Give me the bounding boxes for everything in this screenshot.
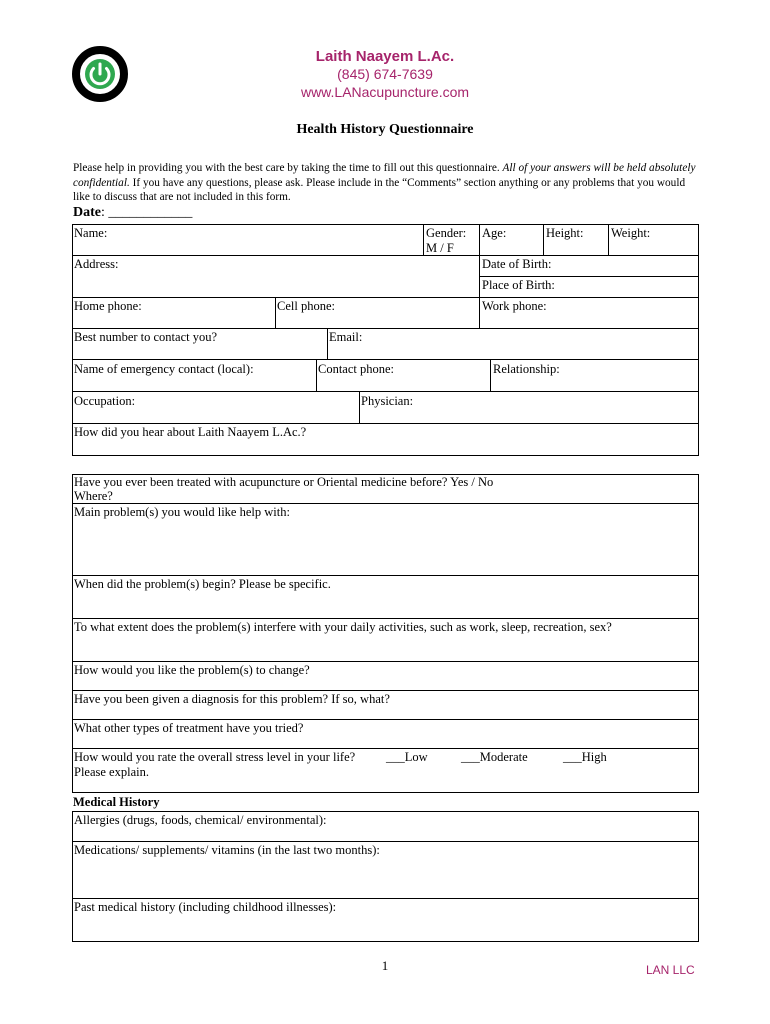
treated-before-label: Have you ever been treated with acupuncture or Oriental medicine before? Yes / No (74, 475, 494, 489)
name-label: Name: (74, 226, 108, 240)
other-treatment-label: What other types of treatment have you tried? (74, 721, 304, 735)
practitioner-name: Laith Naayem L.Ac. (315, 48, 455, 65)
diagnosis-label: Have you been given a diagnosis for this problem? If so, what? (74, 692, 390, 706)
dob-label: Date of Birth: (482, 257, 552, 271)
intro-part2: If you have any questions, please ask. Please include in the “Comments” section anything or any problems that you would like to discuss that are not included in this form. (73, 176, 686, 203)
intro-part1: Please help in providing you with the best care by taking the time to fill out this questionnaire. (73, 162, 503, 174)
please-explain-label: Please explain. (74, 765, 149, 779)
occupation-label: Occupation: (74, 394, 136, 408)
best-number-label: Best number to contact you? (74, 330, 218, 344)
allergies-label: Allergies (drugs, foods, chemical/ environmental): (74, 813, 327, 827)
email-label: Email: (329, 330, 363, 344)
medications-label: Medications/ supplements/ vitamins (in the last two months): (74, 843, 380, 857)
problem-begin-label: When did the problem(s) begin? Please be specific. (74, 577, 331, 591)
stress-moderate-option[interactable]: ___Moderate (461, 750, 528, 764)
pob-label: Place of Birth: (482, 278, 555, 292)
change-label: How would you like the problem(s) to change? (74, 663, 310, 677)
date-blank[interactable]: : ____________ (101, 205, 193, 220)
stress-low-option[interactable]: ___Low (386, 750, 428, 764)
date-label: Date (73, 205, 101, 220)
emergency-contact-label: Name of emergency contact (local): (74, 362, 254, 376)
stress-label: How would you rate the overall stress level in your life? (74, 750, 356, 764)
relationship-label: Relationship: (493, 362, 560, 376)
practitioner-phone: (845) 674-7639 (337, 66, 433, 82)
gender-label: Gender: (426, 226, 467, 240)
contact-phone-label: Contact phone: (318, 362, 395, 376)
email-cell[interactable] (327, 328, 699, 360)
interfere-label: To what extent does the problem(s) interfere with your daily activities, such as work, sleep, recreation, sex? (74, 620, 612, 634)
intro-confidential: All of your answers will be held absolutely confidential. (73, 162, 696, 189)
name-cell[interactable] (72, 224, 424, 256)
past-history-label: Past medical history (including childhood illnesses): (74, 900, 337, 914)
date-field[interactable] (73, 205, 192, 221)
practitioner-website[interactable]: www.LANacupuncture.com (300, 84, 470, 100)
company-footer: LAN LLC (646, 963, 695, 977)
page-number: 1 (381, 958, 389, 973)
medical-history-heading: Medical History (73, 795, 160, 809)
work-phone-label: Work phone: (482, 299, 547, 313)
cell-phone-label: Cell phone: (277, 299, 335, 313)
physician-label: Physician: (361, 394, 414, 408)
address-cell[interactable] (72, 255, 480, 298)
stress-high-option[interactable]: ___High (563, 750, 607, 764)
age-label: Age: (482, 226, 507, 240)
page-title: Health History Questionnaire (296, 122, 474, 137)
home-phone-label: Home phone: (74, 299, 142, 313)
weight-label: Weight: (611, 226, 651, 240)
height-label: Height: (546, 226, 584, 240)
where-label: Where? (74, 489, 113, 503)
gender-options[interactable]: M / F (426, 241, 454, 255)
address-label: Address: (74, 257, 119, 271)
main-problem-label: Main problem(s) you would like help with: (74, 505, 290, 519)
hear-about-label: How did you hear about Laith Naayem L.Ac.? (74, 425, 307, 439)
intro-text (73, 161, 698, 205)
